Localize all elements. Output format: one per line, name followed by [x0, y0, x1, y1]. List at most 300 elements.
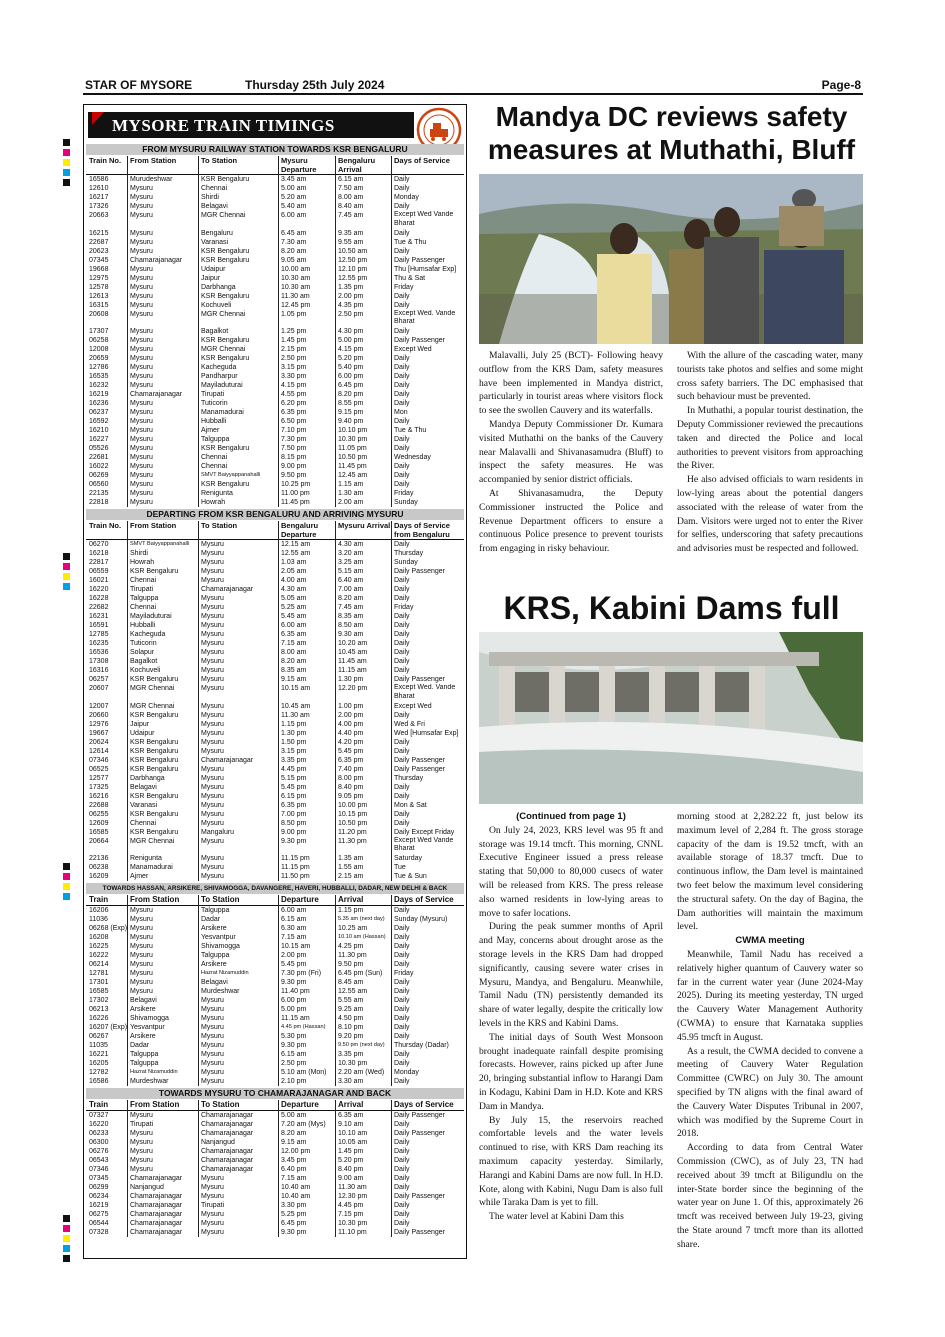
from-station: KSR Bengaluru — [130, 738, 179, 746]
from-station: Nanjangud — [130, 1184, 164, 1191]
table-row — [86, 363, 464, 372]
arrival: 6.00 pm — [338, 373, 364, 380]
departure: 10.40 am — [281, 1193, 311, 1200]
arrival: 8.55 pm — [338, 400, 364, 407]
from-station: Yesvantpur — [130, 1024, 165, 1031]
train-no: 17325 — [89, 783, 109, 791]
departure: 1.25 pm — [281, 328, 307, 335]
table-row — [86, 630, 464, 639]
departure: 7.15 am — [281, 640, 307, 647]
days-of-service: Daily — [394, 364, 410, 371]
color-registration-mark — [63, 573, 70, 580]
from-station: Chamarajanagar — [130, 1211, 183, 1218]
from-station: Chennai — [130, 604, 157, 611]
departure: 3.15 pm — [281, 747, 307, 755]
train-no: 16536 — [89, 649, 109, 656]
to-station: Mysuru — [201, 1042, 224, 1049]
from-station: Chennai — [130, 577, 157, 584]
from-station: Arsikere — [130, 1033, 156, 1040]
s3-col-header: Train — [89, 895, 109, 904]
table-row — [86, 301, 464, 310]
departure: 7.30 am — [281, 238, 307, 246]
train-no: 16227 — [89, 436, 109, 443]
from-station: Mysuru — [130, 961, 153, 968]
train-no: 22135 — [89, 490, 109, 497]
days-of-service: Daily — [394, 185, 410, 192]
masthead — [83, 77, 863, 95]
s3-rows — [86, 906, 464, 1086]
s2-col-header: Mysuru Arrival — [338, 521, 391, 530]
arrival: 10.45 am — [338, 649, 368, 656]
from-station: Mysuru — [130, 970, 153, 977]
from-station: Belagavi — [130, 783, 157, 791]
arrival: 5.35 am (next day) — [338, 916, 385, 922]
to-station: Mysuru — [201, 595, 224, 602]
days-of-service: Daily — [394, 586, 410, 593]
to-station: Bagalkot — [201, 328, 229, 335]
train-no: 06233 — [89, 1130, 109, 1137]
from-station: Chamarajanagar — [130, 256, 183, 264]
train-no: 12785 — [89, 631, 109, 638]
table-row — [86, 828, 464, 837]
to-station: Chennai — [201, 454, 228, 461]
s1-col-header: To Station — [201, 156, 238, 165]
column-divider — [391, 156, 392, 507]
departure: 9.30 pm — [281, 837, 307, 845]
to-station: Chamarajanagar — [201, 756, 254, 764]
train-no: 16206 — [89, 907, 109, 914]
days-of-service: Daily — [394, 738, 410, 746]
from-station: Mysuru — [130, 364, 153, 371]
arrival: 1.45 pm — [338, 1148, 364, 1155]
departure: 12.15 am — [281, 541, 311, 548]
paragraph: Meanwhile, Tamil Nadu has received a relatively higher quantum of Cauvery water so far in the current water year (June 2024-May 2025). During its meeting yesterday, TN urged the Cauvery Water Management Authority (CWMA) to ensure that Karnataka supplies 45.95 tmcft in August. — [677, 948, 863, 1043]
arrival: 8.20 pm — [338, 391, 364, 398]
column-divider — [278, 1100, 279, 1237]
days-of-service: Daily — [394, 1015, 410, 1022]
to-station: KSR Bengaluru — [201, 337, 250, 344]
to-station: Mysuru — [201, 1015, 224, 1022]
table-row — [86, 951, 464, 960]
arrival: 5.20 pm — [338, 1157, 364, 1164]
departure: 6.40 pm — [281, 1166, 307, 1173]
to-station: Jaipur — [201, 274, 221, 282]
arrival: 11.30 pm — [338, 952, 367, 959]
table-row — [86, 345, 464, 354]
column-divider — [391, 895, 392, 1086]
table-row — [86, 549, 464, 558]
arrival: 10.25 am — [338, 925, 368, 932]
from-station: Mysuru — [130, 373, 153, 380]
train-no: 16208 — [89, 934, 109, 941]
train-no: 16222 — [89, 952, 109, 959]
train-no: 16226 — [89, 1015, 109, 1022]
paragraph: By July 15, the reservoirs reached comfortable levels and the water levels continued to rise, with KRS Dam reaching its maximum capacity yesterday. Similarly, Harangi and Kabini Dams are now full. In H.D. Kote, along with Kabini, Nugu Dam is also full while Taraka Dam is yet to fill. — [479, 1114, 663, 1209]
paragraph: morning stood at 2,282.22 ft, just below its maximum level of 2,284 ft. The gross storage capacity of the dam is 19.52 tmcft, with an available storage of 18.37 tmcft. Due to continuous inflow, the Dam level is maintained two feet below the maximum level considering the structural safety. On the day of Bagina, the Dam authorities will maintain the maximum level. — [677, 811, 863, 933]
days-of-service: Daily — [394, 382, 410, 389]
article1-headline: Mandya DC reviews safety measures at Muthathi, Bluff — [487, 101, 856, 165]
days-of-service: Sunday (Mysuru) — [394, 916, 448, 923]
days-of-service: Thu [Humsafar Exp] — [394, 265, 457, 273]
train-no: 07327 — [89, 1112, 109, 1119]
departure: 8.50 pm — [281, 819, 307, 827]
to-station: Chamarajanagar — [201, 1157, 254, 1164]
to-station: Mysuru — [201, 702, 224, 710]
table-row — [86, 399, 464, 408]
column-divider — [335, 521, 336, 881]
issue-date: Thursday 25th July 2024 — [245, 78, 385, 92]
arrival: 8.00 am — [338, 194, 364, 201]
arrival: 12.55 pm — [338, 274, 368, 282]
to-station: Mysuru — [201, 1175, 224, 1182]
arrival: 1.35 pm — [338, 283, 364, 291]
from-station: Mysuru — [130, 247, 153, 255]
departure: 9.30 pm — [281, 1042, 307, 1049]
train-no: 20660 — [89, 711, 109, 719]
arrival: 1.15 am — [338, 481, 364, 488]
to-station: Mysuru — [201, 613, 224, 620]
table-row — [86, 585, 464, 594]
departure: 6.45 am — [281, 229, 307, 237]
train-no: 16219 — [89, 391, 109, 398]
arrival: 2.20 am (Wed) — [338, 1069, 385, 1076]
from-station: Mysuru — [130, 409, 153, 416]
train-no: 12782 — [89, 1069, 109, 1076]
days-of-service: Tue & Thu — [394, 238, 427, 246]
color-registration-mark — [63, 159, 70, 166]
departure: 5.20 am — [281, 194, 307, 201]
from-station: Mysuru — [130, 472, 153, 479]
to-station: Mysuru — [201, 792, 224, 800]
column-divider — [335, 156, 336, 507]
train-no: 12577 — [89, 774, 109, 782]
from-station: Kochuveli — [130, 667, 161, 674]
departure: 9.05 am — [281, 256, 307, 264]
train-no: 16216 — [89, 792, 109, 800]
train-no: 06268 (Exp) — [89, 925, 128, 932]
table-row — [86, 960, 464, 969]
table-row — [86, 1156, 464, 1165]
arrival: 5.45 pm — [338, 747, 364, 755]
table-row — [86, 390, 464, 399]
train-no: 20607 — [89, 685, 109, 692]
departure: 10.25 pm — [281, 481, 311, 488]
to-station: KSR Bengaluru — [201, 256, 250, 264]
days-of-service: Friday — [394, 604, 414, 611]
train-no: 22817 — [89, 559, 109, 566]
days-of-service: Thursday — [394, 774, 424, 782]
arrival: 6.15 am — [338, 176, 364, 183]
departure: 10.40 am — [281, 1184, 311, 1191]
arrival: 7.40 pm — [338, 765, 364, 773]
table-row — [86, 792, 464, 801]
to-station: Tirupati — [201, 1202, 225, 1209]
table-row — [86, 819, 464, 828]
from-station: Renigunta — [130, 855, 162, 862]
departure: 11.15 pm — [281, 855, 310, 862]
from-station: KSR Bengaluru — [130, 810, 179, 818]
arrival: 6.45 pm (Sun) — [338, 970, 383, 977]
to-station: Mysuru — [201, 1220, 224, 1227]
table-row — [86, 1023, 464, 1032]
days-of-service: Daily — [394, 747, 410, 755]
departure: 5.30 pm — [281, 1033, 307, 1040]
days-of-service: Daily — [394, 1166, 410, 1173]
to-station: Talguppa — [201, 952, 230, 959]
train-no: 07345 — [89, 1175, 109, 1182]
days-of-service: Mon & Sat — [394, 801, 427, 809]
table-row — [86, 426, 464, 435]
arrival: 9.10 am — [338, 1121, 364, 1128]
s1-col-header: Days of Service — [394, 156, 450, 165]
departure: 7.00 pm — [281, 810, 307, 818]
train-no: 06257 — [89, 676, 109, 683]
to-station: Mysuru — [201, 738, 224, 746]
departure: 8.35 am — [281, 667, 307, 674]
train-no: 16021 — [89, 577, 109, 584]
from-station: Mysuru — [130, 185, 153, 192]
s4-col-header: From Station — [130, 1100, 180, 1109]
train-no: 17326 — [89, 203, 109, 210]
column-divider — [127, 156, 128, 507]
table-row — [86, 765, 464, 774]
train-no: 06543 — [89, 1157, 109, 1164]
paragraph: At Shivanasamudra, the Deputy Commissioner instructed the Police and Revenue Department officers to ensure a continuous Police presence to prevent tourists from engaging in risky behaviour. — [479, 487, 663, 555]
to-station: Mysuru — [201, 1184, 224, 1191]
to-station: KSR Bengaluru — [201, 176, 250, 183]
to-station: Mayiladuturai — [201, 382, 243, 389]
to-station: Mysuru — [201, 559, 224, 566]
departure: 7.30 pm (Fri) — [281, 970, 322, 977]
train-no: 16585 — [89, 988, 109, 995]
arrival: 5.55 am — [338, 997, 364, 1004]
train-no: 22688 — [89, 801, 109, 809]
from-station: Mysuru — [130, 346, 153, 353]
table-row — [86, 863, 464, 872]
departure: 6.20 pm — [281, 400, 307, 407]
departure: 9.15 am — [281, 1139, 307, 1146]
s4-col-header: Arrival — [338, 1100, 364, 1109]
days-of-service: Daily — [394, 1175, 410, 1182]
arrival: 10.50 pm — [338, 454, 368, 461]
days-of-service: Monday — [394, 1069, 419, 1076]
days-of-service: Daily — [394, 176, 410, 183]
to-station: Renigunta — [201, 490, 233, 497]
to-station: Mysuru — [201, 568, 224, 575]
table-row — [86, 801, 464, 810]
table-row — [86, 675, 464, 684]
to-station: Darbhanga — [201, 283, 236, 291]
from-station: Mysuru — [130, 436, 153, 443]
train-no: 05526 — [89, 445, 109, 452]
from-station: Mysuru — [130, 283, 153, 291]
table-row — [86, 996, 464, 1005]
to-station: Udaipur — [201, 265, 226, 273]
to-station: Chamarajanagar — [201, 586, 254, 593]
departure: 2.10 pm — [281, 1078, 307, 1085]
table-row — [86, 558, 464, 567]
train-no: 12613 — [89, 292, 109, 300]
days-of-service: Daily — [394, 577, 410, 584]
to-station: Chamarajanagar — [201, 1130, 254, 1137]
arrival: 4.15 pm — [338, 346, 364, 353]
color-registration-mark — [63, 873, 70, 880]
table-row — [86, 453, 464, 462]
arrival: 12.55 am — [338, 988, 368, 995]
table-row — [86, 175, 464, 184]
table-row — [86, 639, 464, 648]
s4-col-header: To Station — [201, 1100, 240, 1109]
to-station: Mysuru — [201, 1193, 224, 1200]
table-row — [86, 720, 464, 729]
from-station: Kacheguda — [130, 631, 166, 638]
departure: 5.15 pm — [281, 774, 307, 782]
arrival: 6.35 am — [338, 1112, 364, 1119]
s3-col-header: To Station — [201, 895, 240, 904]
color-registration-mark — [63, 169, 70, 176]
train-no: 20608 — [89, 310, 109, 318]
departure: 4.30 am — [281, 586, 307, 593]
days-of-service: Daily — [394, 934, 410, 941]
from-station: Mysuru — [130, 916, 153, 923]
days-of-service: Daily — [394, 1139, 410, 1146]
train-no: 12976 — [89, 720, 109, 728]
arrival: 5.15 am — [338, 568, 364, 575]
s2-col-header: Bengaluru Departure — [281, 521, 319, 539]
train-no: 17302 — [89, 997, 109, 1004]
days-of-service: Daily — [394, 391, 410, 398]
train-no: 12609 — [89, 819, 109, 827]
paragraph: Malavalli, July 25 (BCT)- Following heavy outflow from the KRS Dam, safety measures have been implemented in Mandya district, particularly in tourist areas where visitors flock to see the swollen Cauvery and its waterfalls. — [479, 350, 663, 417]
days-of-service: Daily — [394, 783, 410, 791]
from-station: Mysuru — [130, 979, 153, 986]
departure: 8.15 pm — [281, 454, 307, 461]
arrival: 1.30 am — [338, 490, 364, 497]
column-divider — [335, 1100, 336, 1237]
from-station: Mysuru — [130, 907, 153, 914]
arrival: 12.10 pm — [338, 265, 368, 273]
paragraph: According to data from Central Water Commission (CWC), as of July 23, TN had received about 39 tmcft at Biligundlu on the inter-State border since the beginning of the water year on June 1. Of this, approximately 26 tmcft was received between July 19-23, giving the State around 7 tmcft more than its allotted share. — [677, 1142, 863, 1250]
departure: 5.40 am — [281, 203, 307, 210]
article2-col1 — [479, 810, 663, 1224]
train-no: 06300 — [89, 1139, 109, 1146]
to-station: Mysuru — [201, 774, 224, 782]
to-station: Mysuru — [201, 1069, 224, 1076]
train-no: 19667 — [89, 729, 109, 737]
train-no: 22818 — [89, 499, 109, 506]
arrival: 12.45 am — [338, 472, 368, 479]
paper-name: STAR OF MYSORE — [85, 78, 193, 92]
train-no: 07346 — [89, 1166, 109, 1173]
arrival: 10.05 am — [338, 1139, 368, 1146]
table-row — [86, 711, 464, 720]
from-station: Mysuru — [130, 481, 153, 488]
train-no: 11036 — [89, 916, 108, 923]
train-no: 19668 — [89, 265, 109, 273]
from-station: MGR Chennai — [130, 685, 175, 692]
arrival: 9.40 pm — [338, 418, 364, 425]
departure: 1.15 pm — [281, 720, 307, 728]
arrival: 11.10 pm — [338, 1229, 367, 1236]
to-station: MGR Chennai — [201, 212, 246, 219]
arrival: 8.10 pm — [338, 1024, 364, 1031]
s3-col-header: Departure — [281, 895, 319, 904]
table-row — [86, 924, 464, 933]
arrival: 1.55 am — [338, 864, 364, 871]
days-of-service: Wednesday — [394, 454, 431, 461]
arrival: 3.20 am — [338, 550, 364, 557]
to-station: Shirdi — [201, 194, 219, 201]
to-station: Mysuru — [201, 1051, 224, 1058]
departure: 9.30 pm — [281, 979, 307, 986]
to-station: Mysuru — [201, 640, 224, 647]
to-station: Mysuru — [201, 801, 224, 809]
days-of-service: Except Wed — [394, 346, 432, 353]
from-station: Jaipur — [130, 720, 150, 728]
to-station: Chamarajanagar — [201, 1121, 254, 1128]
from-station: Shivamogga — [130, 1015, 169, 1022]
train-no: 06544 — [89, 1220, 109, 1227]
arrival: 9.15 pm — [338, 409, 364, 416]
departure: 6.00 am — [281, 907, 307, 914]
column-divider — [278, 521, 279, 881]
departure: 1.45 pm — [281, 337, 307, 344]
days-of-service: Daily Except Friday — [394, 828, 455, 836]
from-station: Chamarajanagar — [130, 391, 183, 398]
train-no: 12614 — [89, 747, 109, 755]
arrival: 9.20 pm — [338, 1033, 364, 1040]
train-no: 06255 — [89, 810, 109, 818]
paragraph: In Muthathi, a popular tourist destination, the Deputy Commissioner reviewed the precautions taken and directed the Police and local authorities to prevent visitors from approaching the River. — [677, 405, 863, 472]
departure: 10.45 am — [281, 702, 311, 710]
arrival: 2.15 am — [338, 873, 364, 880]
arrival: 9.35 am — [338, 229, 364, 237]
to-station: KSR Bengaluru — [201, 481, 250, 488]
departure: 7.50 pm — [281, 445, 307, 452]
to-station: Arsikere — [201, 961, 227, 968]
table-row — [86, 310, 464, 328]
arrival: 8.20 am — [338, 595, 364, 602]
paragraph: The water level at Kabini Dam this — [489, 1211, 624, 1223]
train-no: 06213 — [89, 1006, 109, 1013]
departure: 1.30 pm — [281, 729, 307, 737]
departure: 3.45 am — [281, 176, 307, 183]
days-of-service: Daily Passenger — [394, 568, 445, 575]
days-of-service: Daily Passenger — [394, 1193, 445, 1200]
table-row — [86, 915, 464, 924]
departure: 1.03 am — [281, 559, 307, 566]
from-station: Mysuru — [130, 229, 153, 237]
departure: 4.00 am — [281, 577, 307, 584]
departure: 4.45 pm (Hassan) — [281, 1024, 326, 1030]
days-of-service: Daily Passenger — [394, 1130, 445, 1137]
from-station: KSR Bengaluru — [130, 711, 179, 719]
from-station: Talguppa — [130, 595, 159, 602]
train-no: 17307 — [89, 328, 109, 335]
departure: 5.10 am (Mon) — [281, 1069, 327, 1076]
departure: 7.15 am — [281, 1175, 307, 1182]
arrival: 1.35 am — [338, 855, 364, 862]
to-station: Mysuru — [201, 720, 224, 728]
days-of-service: Wed [Humsafar Exp] — [394, 729, 459, 737]
table-row — [86, 1192, 464, 1201]
to-station: Tuticorin — [201, 400, 228, 407]
train-no: 17301 — [89, 979, 109, 986]
from-station: Ajmer — [130, 873, 149, 880]
train-no: 22682 — [89, 604, 109, 611]
departure: 7.15 am — [281, 934, 307, 941]
train-no: 16235 — [89, 640, 109, 647]
